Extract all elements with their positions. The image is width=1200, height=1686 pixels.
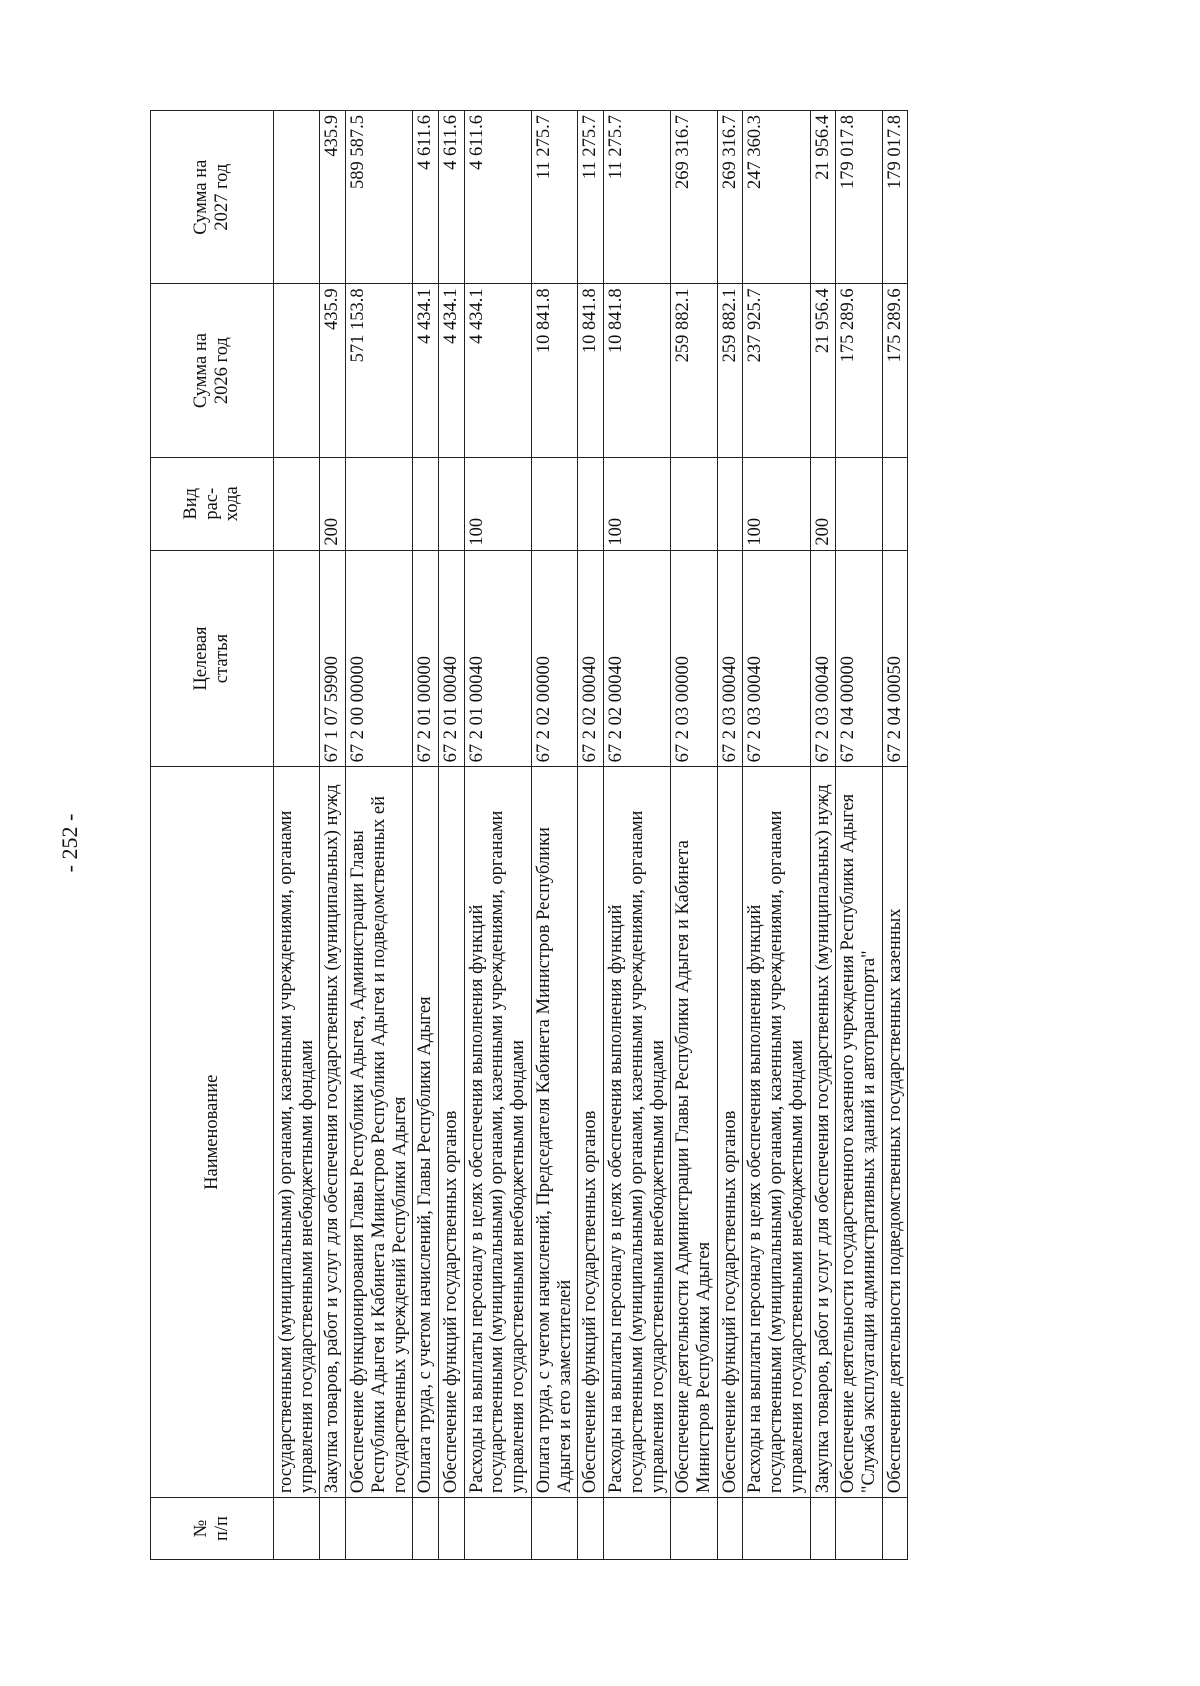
row-number-cell (882, 1498, 908, 1560)
row-sum-2026-cell: 10 841.8 (578, 284, 604, 457)
row-type-cell (578, 457, 604, 550)
table-row (882, 111, 908, 1560)
row-sum-2026-cell: 10 841.8 (604, 284, 671, 457)
table-row (836, 111, 882, 1560)
table-body (274, 111, 908, 1560)
page-number: - 252 - (57, 813, 82, 873)
row-code-cell: 67 2 02 00000 (531, 550, 577, 767)
row-name-cell: Обеспечение функций государственных органов (717, 767, 743, 1498)
row-type-cell (882, 457, 908, 550)
table-row (671, 111, 717, 1560)
row-type-cell: 100 (604, 457, 671, 550)
row-type-cell (274, 457, 320, 550)
row-code-cell: 67 2 01 00040 (439, 550, 465, 767)
row-type-cell: 100 (464, 457, 531, 550)
row-type-cell (671, 457, 717, 550)
table-row (320, 111, 346, 1560)
row-type-cell (836, 457, 882, 550)
row-type-cell (346, 457, 413, 550)
row-sum-2027-cell: 11 275.7 (531, 111, 577, 284)
row-code-cell: 67 2 02 00040 (604, 550, 671, 767)
row-number-cell (274, 1498, 320, 1560)
header-type: Вид рас- хода (151, 457, 274, 550)
row-sum-2026-cell: 259 882.1 (717, 284, 743, 457)
row-sum-2026-cell: 21 956.4 (810, 284, 836, 457)
row-code-cell: 67 2 03 00000 (671, 550, 717, 767)
row-number-cell (439, 1498, 465, 1560)
row-number-cell (531, 1498, 577, 1560)
row-number-cell (836, 1498, 882, 1560)
header-code: Целевая статья (151, 550, 274, 767)
row-sum-2027-cell: 269 316.7 (717, 111, 743, 284)
row-code-cell: 67 2 03 00040 (810, 550, 836, 767)
row-type-cell (439, 457, 465, 550)
row-number-cell (743, 1498, 810, 1560)
table-row (439, 111, 465, 1560)
row-type-cell: 200 (810, 457, 836, 550)
header-num: № п/п (151, 1498, 274, 1560)
row-code-cell: 67 2 01 00000 (413, 550, 439, 767)
row-sum-2027-cell: 269 316.7 (671, 111, 717, 284)
row-sum-2027-cell: 4 611.6 (464, 111, 531, 284)
row-name-cell: Оплата труда, с учетом начислений, Председателя Кабинета Министров Республики Адыгея и его заместителей (531, 767, 577, 1498)
row-code-cell: 67 1 07 59900 (320, 550, 346, 767)
row-number-cell (413, 1498, 439, 1560)
row-type-cell: 200 (320, 457, 346, 550)
header-sum-2027: Сумма на 2027 год (151, 111, 274, 284)
row-name-cell: Расходы на выплаты персоналу в целях обеспечения выполнения функций государственными (муниципальными) органами, казенными учреждениями, органами управления государственными внебюджетными фондами (604, 767, 671, 1498)
row-number-cell (671, 1498, 717, 1560)
row-code-cell: 67 2 01 00040 (464, 550, 531, 767)
row-type-cell (413, 457, 439, 550)
row-name-cell: Закупка товаров, работ и услуг для обеспечения государственных (муниципальных) нужд (810, 767, 836, 1498)
row-sum-2026-cell: 4 434.1 (464, 284, 531, 457)
row-sum-2027-cell: 4 611.6 (413, 111, 439, 284)
table-header-row (151, 111, 274, 1560)
row-number-cell (464, 1498, 531, 1560)
row-sum-2027-cell: 11 275.7 (604, 111, 671, 284)
row-name-cell: государственными (муниципальными) органами, казенными учреждениями, органами управления государственными внебюджетными фондами (274, 767, 320, 1498)
row-name-cell: Обеспечение функций государственных органов (578, 767, 604, 1498)
row-sum-2027-cell: 247 360.3 (743, 111, 810, 284)
table-row (274, 111, 320, 1560)
table-row (346, 111, 413, 1560)
row-code-cell: 67 2 02 00040 (578, 550, 604, 767)
row-sum-2026-cell: 10 841.8 (531, 284, 577, 457)
table-row (531, 111, 577, 1560)
budget-table (150, 110, 908, 1560)
row-sum-2027-cell (274, 111, 320, 284)
table-row (578, 111, 604, 1560)
row-sum-2026-cell (274, 284, 320, 457)
row-code-cell: 67 2 04 00000 (836, 550, 882, 767)
row-sum-2027-cell: 179 017.8 (882, 111, 908, 284)
row-sum-2026-cell: 4 434.1 (413, 284, 439, 457)
row-code-cell: 67 2 04 00050 (882, 550, 908, 767)
row-name-cell: Обеспечение деятельности государственного казенного учреждения Республики Адыгея "Служба эксплуатации административных зданий и автотранспорта" (836, 767, 882, 1498)
table-row (717, 111, 743, 1560)
row-number-cell (320, 1498, 346, 1560)
row-number-cell (810, 1498, 836, 1560)
table-row (810, 111, 836, 1560)
row-number-cell (717, 1498, 743, 1560)
row-number-cell (346, 1498, 413, 1560)
table-row (604, 111, 671, 1560)
row-sum-2026-cell: 435.9 (320, 284, 346, 457)
row-name-cell: Оплата труда, с учетом начислений, Главы Республики Адыгея (413, 767, 439, 1498)
row-sum-2027-cell: 435.9 (320, 111, 346, 284)
row-sum-2027-cell: 21 956.4 (810, 111, 836, 284)
row-name-cell: Расходы на выплаты персоналу в целях обеспечения выполнения функций государственными (муниципальными) органами, казенными учреждениями, органами управления государственными внебюджетными фондами (743, 767, 810, 1498)
row-type-cell (717, 457, 743, 550)
row-name-cell: Расходы на выплаты персоналу в целях обеспечения выполнения функций государственными (муниципальными) органами, казенными учреждениями, органами управления государственными внебюджетными фондами (464, 767, 531, 1498)
row-code-cell: 67 2 00 00000 (346, 550, 413, 767)
header-name: Наименование (151, 767, 274, 1498)
row-sum-2026-cell: 259 882.1 (671, 284, 717, 457)
row-name-cell: Закупка товаров, работ и услуг для обеспечения государственных (муниципальных) нужд (320, 767, 346, 1498)
table-row (413, 111, 439, 1560)
row-name-cell: Обеспечение деятельности Администрации Главы Республики Адыгея и Кабинета Министров Республики Адыгея (671, 767, 717, 1498)
row-name-cell: Обеспечение функций государственных органов (439, 767, 465, 1498)
row-sum-2026-cell: 175 289.6 (836, 284, 882, 457)
row-sum-2026-cell: 4 434.1 (439, 284, 465, 457)
row-code-cell: 67 2 03 00040 (743, 550, 810, 767)
table-row (464, 111, 531, 1560)
row-code-cell (274, 550, 320, 767)
row-sum-2026-cell: 175 289.6 (882, 284, 908, 457)
row-number-cell (578, 1498, 604, 1560)
row-sum-2027-cell: 4 611.6 (439, 111, 465, 284)
row-name-cell: Обеспечение деятельности подведомственных государственных казенных (882, 767, 908, 1498)
table-row (743, 111, 810, 1560)
row-type-cell: 100 (743, 457, 810, 550)
row-number-cell (604, 1498, 671, 1560)
row-sum-2027-cell: 589 587.5 (346, 111, 413, 284)
row-sum-2026-cell: 571 153.8 (346, 284, 413, 457)
row-sum-2026-cell: 237 925.7 (743, 284, 810, 457)
rotated-table-container (150, 110, 1050, 1560)
row-code-cell: 67 2 03 00040 (717, 550, 743, 767)
row-type-cell (531, 457, 577, 550)
row-name-cell: Обеспечение функционирования Главы Республики Адыгея, Администрации Главы Республики Адыгея и Кабинета Министров Республики Адыгея и подведомственных ей государственных учреждений Республики Адыгея (346, 767, 413, 1498)
row-sum-2027-cell: 11 275.7 (578, 111, 604, 284)
header-sum-2026: Сумма на 2026 год (151, 284, 274, 457)
row-sum-2027-cell: 179 017.8 (836, 111, 882, 284)
